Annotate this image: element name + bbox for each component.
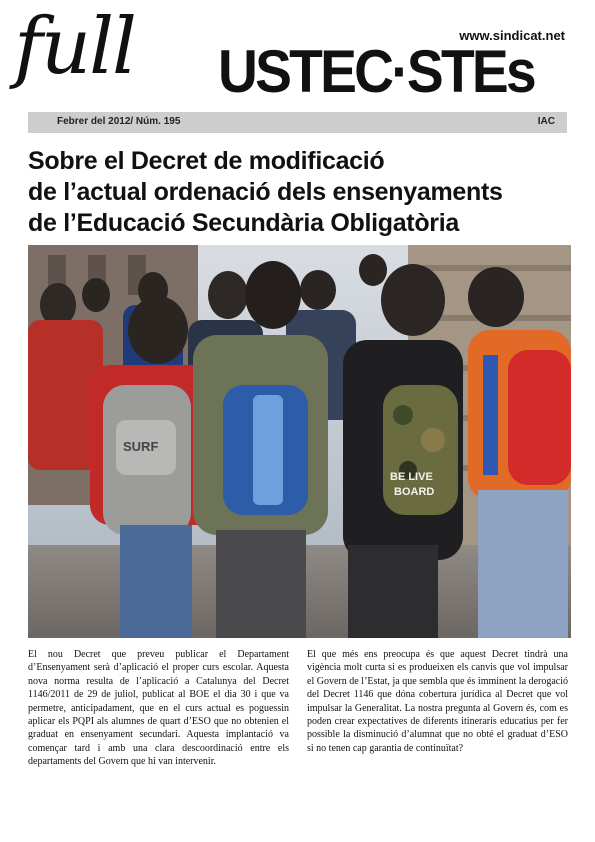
logo-full: full bbox=[14, 2, 135, 92]
backpack-surf-text: SURF bbox=[123, 439, 159, 454]
backpack-board-text: BOARD bbox=[394, 486, 435, 498]
article-photo bbox=[28, 245, 571, 638]
article-headline bbox=[28, 146, 573, 239]
section-tag: IAC bbox=[537, 116, 555, 127]
headline-line-1: Sobre el Decret de modificació bbox=[28, 147, 385, 175]
issue-bar bbox=[28, 112, 567, 133]
headline-line-2: de l’actual ordenació dels ensenyaments bbox=[28, 178, 503, 206]
masthead bbox=[0, 0, 595, 140]
article-column-left: El nou Decret que preveu publicar el Departament d’Ensenyament serà d’aplicació el proper curs escolar. Aquesta nova norma resulta de l’aplicació a Catalunya del Decret 1146/2011 de 29 de juliol, publicat al BOE el dia 30 i que va permetre, anticipadament, que en el curs actual es poguessin aplicar els PQPI als alumnes de quart d’ESO que no obtenien el graduat en ensenyament secundari. Aquesta implantació va començar tard i amb una clara descoordinació entre els departaments del Govern que hi van intervenir. bbox=[28, 649, 289, 768]
article-column-right: El que més ens preocupa és que aquest Decret tindrà una vigència molt curta si es produeixen els canvis que vol impulsar el Govern de l’Estat, ja que sembla que és imminent la derogació del Decret 1146 que dóna cobertura jurídica al Decret que vol impulsar la Generalitat. La nostra pregunta al Govern és, com es poden crear expectatives de diferents itineraris educatius per fer possible la disminució d’alumnat que no obté el graduat d’ESO si no tenen cap garantia de continuïtat? bbox=[307, 649, 568, 754]
brand-title: USTEC·STEs bbox=[218, 38, 534, 105]
issue-date-number: Febrer del 2012/ Núm. 195 bbox=[57, 116, 181, 127]
backpack-belive-text: BE LIVE bbox=[390, 471, 433, 483]
website-link[interactable]: www.sindicat.net bbox=[459, 28, 565, 43]
headline-line-3: de l’Educació Secundària Obligatòria bbox=[28, 209, 459, 237]
